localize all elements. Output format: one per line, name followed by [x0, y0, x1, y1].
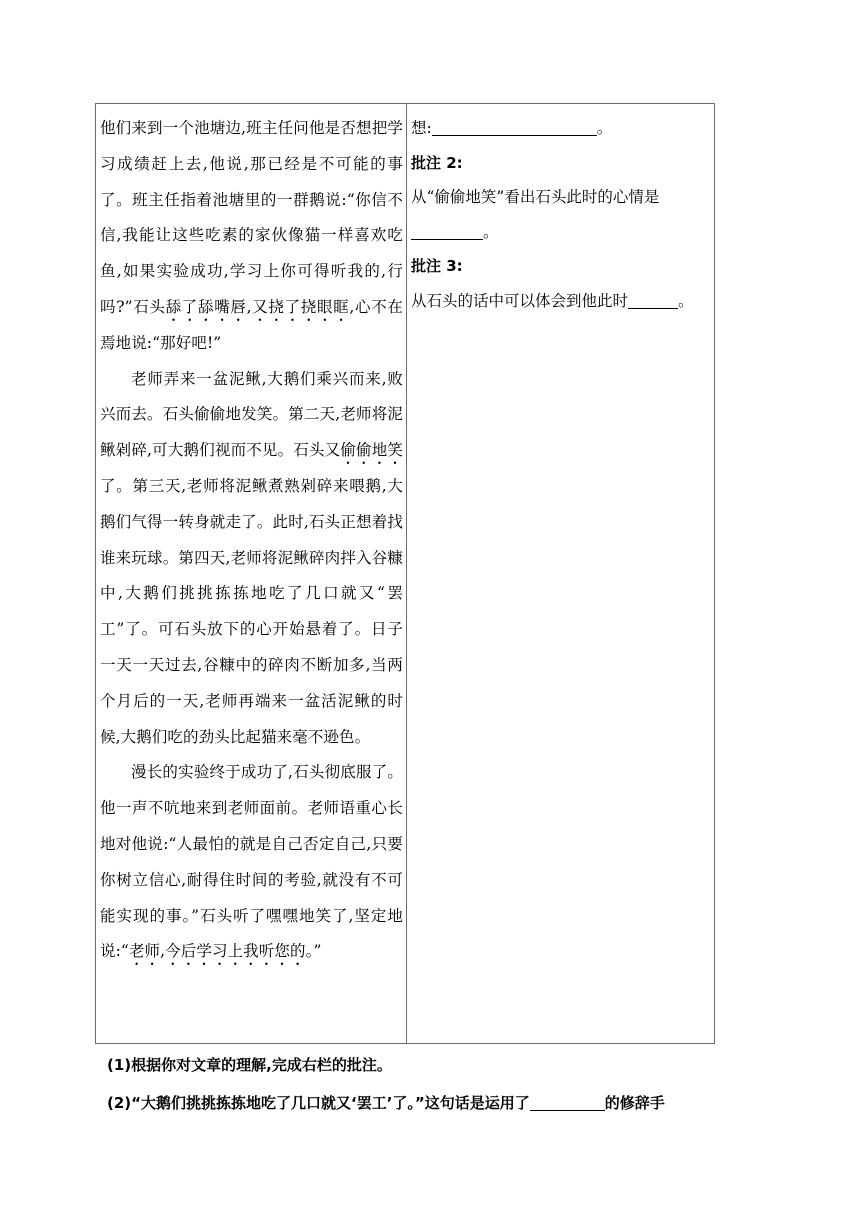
note-1-answer-blank[interactable]: [432, 120, 597, 137]
passage-paragraph-2: 老师弄来一盆泥鳅,大鹅们乘兴而来,败兴而去。石头偷偷地发笑。第二天,老师将泥鳅剁碎,可大鹅们视而不见。石头又偷偷地笑了。第三天,老师将泥鳅煮熟剁碎来喂鹅,大鹅们气得一转身就走了。此时,石头正想着找谁来玩球。第四天,老师将泥鳅碎肉拌入谷糠中,大鹅们挑挑拣拣地吃了几口就又“罢工”了。可石头放下的心开始悬着了。日子一天一天过去,谷糠中的碎肉不断加多,当两个月后的一天,老师再端来一盆活泥鳅的时候,大鹅们吃的劲头比起猫来毫不逊色。: [100, 369, 403, 746]
annotation-column: [407, 104, 715, 1044]
passage-paragraph-1: 他们来到一个池塘边,班主任问他是否想把学习成绩赶上去,他说,那已经是不可能的事了。班主任指着池塘里的一群鹅说:“你信不信,我能让这些吃素的家伙像猫一样喜欢吃鱼,如果实验成功,学习上你可得听我的,行吗?”石头舔了舔嘴唇,又挠了挠眼眶,心不在焉地说:“那好吧!”: [100, 119, 403, 352]
note-3-answer-blank[interactable]: [628, 292, 678, 309]
note-1-continuation: 想: 。: [411, 119, 613, 137]
question-2: (2)“大鹅们挑挑拣拣地吃了几口就又‘罢工’了。”这句话是运用了 的修辞手: [107, 1094, 665, 1112]
note-3-title: 批注 3:: [411, 257, 463, 275]
table-row: [96, 104, 715, 1044]
note-2-text: 从“偷偷地笑”看出石头此时的心情是。: [411, 188, 660, 241]
dotted-phrase-promise: 老师,今后学习上我听您的。: [128, 942, 314, 961]
dotted-phrase-scratch-eyes: 又挠了挠眼眶: [251, 297, 350, 316]
question-2-answer-blank[interactable]: [530, 1095, 605, 1111]
dotted-phrase-secret-laugh: 偷偷地笑: [340, 441, 403, 460]
note-3-text: 从石头的话中可以体会到他此时 。: [411, 291, 694, 310]
passage-column: [96, 104, 407, 1044]
annotation-table: [95, 103, 715, 1044]
note-2-answer-blank[interactable]: [411, 223, 483, 240]
question-list: [107, 1046, 807, 1122]
question-1: (1)根据你对文章的理解,完成右栏的批注。: [107, 1056, 392, 1074]
dotted-phrase-lick-lips: 舔了舔嘴唇: [165, 297, 247, 316]
note-2-title: 批注 2:: [411, 153, 463, 172]
passage-paragraph-3: 漫长的实验终于成功了,石头彻底服了。他一声不吭地来到老师面前。老师语重心长地对他说:“人最怕的就是自己否定自己,只要你树立信心,耐得住时间的考验,就没有不可能实现的事。”石头听了嘿嘿地笑了,坚定地说:“老师,今后学习上我听您的。”: [100, 763, 403, 961]
